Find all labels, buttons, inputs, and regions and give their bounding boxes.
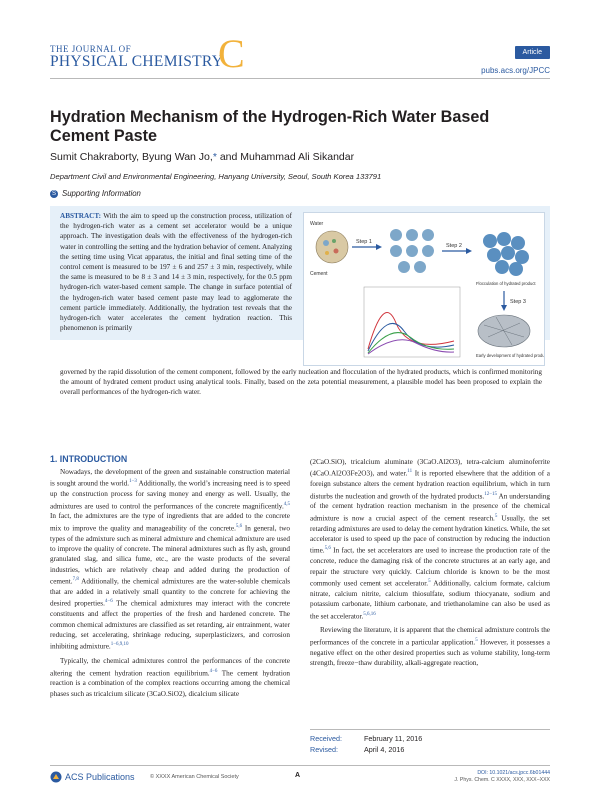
received-row (310, 734, 550, 743)
author-list (50, 151, 354, 163)
citation-link[interactable]: 1−6,9,10 (110, 642, 129, 648)
authors-text: Sumit Chakraborty, Byung Wan Jo, (50, 151, 213, 163)
toc-label-cement: Cement (310, 271, 328, 277)
intro-text: Additionally, the world’s increasing need is to speed up the construction process for saving money and energy as well. Usually, the admixtures are used to control the performances of the concrete magnificently. (50, 479, 290, 510)
dates-divider (310, 729, 550, 730)
dissolved-particles-graphic (390, 229, 434, 273)
received-label: Received: (310, 734, 342, 743)
acs-publications-logo (50, 771, 135, 783)
citation-link[interactable]: 4,5 (283, 501, 290, 507)
intro-paragraph-3 (310, 625, 550, 668)
citation-link[interactable]: 5 (494, 513, 498, 519)
toc-label-step1: Step 1 (356, 239, 372, 245)
authors-text-end: and Muhammad Ali Sikandar (216, 151, 355, 163)
abstract-text (60, 211, 292, 333)
intro-paragraph-2-continued (310, 457, 550, 621)
supporting-info-label: Supporting Information (62, 189, 141, 198)
supporting-info-link[interactable] (50, 189, 141, 198)
toc-label-flocculation: Flocculation of hydrated product (476, 281, 536, 286)
toc-label-early-development: Early development of hydrated product (476, 353, 544, 358)
intro-text: Usually, the set retarding admixtures are used to delay the cement hydration kinetics. While, the set accelerator is used to speed up the pace of construction by reducing the induction time. (310, 514, 550, 555)
revised-row (310, 745, 550, 754)
intro-text: An understanding of the cement hydration reaction mechanism in the presence of the chemical admixture is now a crucial aspect of the cement research. (310, 492, 550, 523)
toc-graphic (303, 212, 545, 366)
journal-name-line2: PHYSICAL CHEMISTRY (50, 53, 224, 70)
abstract-label: ABSTRACT: (60, 212, 102, 220)
received-date: February 11, 2016 (364, 734, 423, 743)
toc-label-water: Water (310, 221, 324, 227)
copyright: © XXXX American Chemical Society (150, 774, 239, 780)
arrow-head-step2-icon (466, 248, 472, 254)
article-title: Hydration Mechanism of the Hydrogen-Rich Water Based Cement Paste (50, 108, 490, 145)
abstract-part1: With the aim to speed up the construction process, utilization of the hydrogen-rich water as a cement set accelerator would be a unique approach. The investigation deals with the effectiveness of the hydrogen-rich water in controlling the setting and the hydration behavior of cement. Analyzing the setting time using Vicat apparatus, the initial and final setting time of the control cement is measured to be 197 ± 6 and 257 ± 3 min, respectively, while the same is measured to be 8 ± 3 and 14 ± 3 min, respectively, for the 0.5 ppm hydrogen-rich water-based cement sample. The change in surface potential of the hydrogen-rich water based cement paste may lead to agglomerate the cement particle immediately. Additionally, the hydration test reveals that the hydrogen-rich water accelerates the cement hydration reaction. This phenomenon is primarily (60, 212, 292, 333)
toc-label-step3: Step 3 (510, 299, 526, 305)
flocculated-particles-graphic (483, 232, 529, 276)
acs-logo-icon (50, 771, 62, 783)
intro-right-column (310, 457, 550, 668)
doi-link[interactable]: DOI: 10.1021/acs.jpcc.6b01444 (477, 770, 550, 776)
citation-link[interactable]: 4−6 (209, 668, 218, 674)
citation-link[interactable]: 5 (475, 637, 478, 643)
corresponding-author-link[interactable]: * (212, 151, 217, 163)
page-number: A (295, 772, 301, 779)
intro-paragraph-1 (50, 467, 290, 652)
article-type-badge: Article (515, 46, 550, 59)
intro-text: The cement hydration reaction is a combination of the complex reactions occurring among the chemical phases such as tricalcium silicate (3CaO.SiO2), dicalcium silicate (50, 669, 291, 698)
citation-link[interactable]: 5,6 (324, 546, 331, 552)
abstract-text-continued: governed by the rapid dissolution of the cement component, followed by the early nucleation and flocculation of the hydrated products, which is confirmed monitoring the amount of hydrated cement product using analytical tools. Finally, based on the zeta potential measurement, a plausible model has been proposed to explain the overall performances of the hydrogen-rich water. (60, 368, 542, 397)
journal-name-line1: THE JOURNAL OF (50, 44, 132, 54)
revised-label: Revised: (310, 745, 338, 754)
intro-text: Additionally, calcium formate, calcium nitrate, calcium nitrite, calcium thiosulfate, sodium thiocyanate, sodium and potassium carbonate, lithium carbonate, and triethanolamine can also be used as the set accelerator. (310, 579, 550, 621)
intro-text: However, it possesses a negative effect on the other desired properties such as volume stability, long-term strength, freeze−thaw durability, alkali-aggregate reaction, (310, 638, 550, 668)
intro-text: Nowadays, the development of the green and sustainable construction material is sought around the world. (50, 468, 290, 488)
intro-left-column (50, 467, 290, 699)
intro-text: Additionally, the chemical admixtures are the water-soluble chemicals that are added in a relatively small quantity to the concrete for achieving the desired properties. (50, 577, 290, 608)
citation-link[interactable]: 5,6,16 (363, 611, 376, 617)
journal-section-letter: C (218, 31, 245, 76)
footer-divider (50, 765, 550, 766)
affiliation: Department Civil and Environmental Engineering, Hanyang University, Seoul, South Korea 133791 (50, 172, 382, 181)
hydration-curve-plot (364, 287, 460, 357)
section-heading-introduction: 1. INTRODUCTION (50, 454, 128, 464)
revised-date: April 4, 2016 (364, 745, 405, 754)
toc-label-step2: Step 2 (446, 243, 462, 249)
doi-block (454, 770, 550, 784)
intro-text: In fact, the admixtures are the type of ingredients that are added to the concrete mix to improve the quality and manageability of the concrete. (50, 512, 290, 533)
intro-text: Reviewing the literature, it is apparent that the chemical admixture controls the performances of the concrete in a particular application. (310, 626, 550, 647)
intro-text: Typically, the chemical admixtures control the performances of the concrete altering the cement hydration reaction equilibrium. (50, 657, 290, 678)
arrow-head-step1-icon (376, 244, 382, 250)
hydrated-product-graphic (478, 315, 530, 347)
publication-dates (310, 734, 550, 756)
citation-link[interactable]: 12−15 (484, 491, 498, 497)
intro-text: In fact, the set accelerators are used to increase the production rate of the concrete, reduce the damaging risk of the concrete structures at an early age, and repair the structure very quickly. Calcium chloride is known to be the most commonly used cement set accelerator. (310, 546, 550, 588)
supporting-info-icon: S (51, 190, 56, 197)
intro-text: In general, two types of the admixture such as mineral admixture and chemical admixture are used to improve the quality of concrete. The mineral admixtures such as fly ash, ground granulated slag, and silica fume, etc., are the waste products of the several industries, which are relatively cheap and added during the production of cement. (50, 524, 290, 586)
intro-paragraph-2 (50, 656, 290, 699)
arrow-head-step3-icon (501, 305, 507, 311)
header-divider (50, 78, 550, 79)
citation-link[interactable]: 5,6 (235, 523, 243, 529)
citation-link[interactable]: 7,8 (72, 577, 79, 583)
journal-url-link[interactable]: pubs.acs.org/JPCC (481, 66, 550, 75)
citation-link[interactable]: 4−6 (104, 599, 113, 605)
citation-link[interactable]: 5 (428, 579, 431, 585)
publisher-name: ACS Publications (65, 772, 135, 782)
intro-text: It is reported elsewhere that the addition of a foreign substance alters the cement hydration reaction equilibrium, which in turn disturbs the nucleation and growth of the hydrated products. (310, 469, 550, 500)
toc-illustration (304, 213, 544, 365)
cement-particle-graphic (316, 231, 348, 263)
citation-link[interactable]: 1−3 (129, 479, 137, 485)
citation-link[interactable]: 11 (407, 469, 413, 475)
intro-text: (2CaO.SiO), tricalcium aluminate (3CaO.Al2O3), tetra-calcium aluminoferrite (4CaO.Al2O3Fe2O3), and water. (310, 458, 550, 478)
citation-line: J. Phys. Chem. C XXXX, XXX, XXX−XXX (454, 777, 550, 783)
intro-text: The chemical admixtures may interact with the concrete constituents and affect the properties of the fresh and hardened concrete. The common chemical admixtures are classified as set retarding, air entrainment, water reducing, set accelerating, shrinkage reducing, superplasticizers, and corrosion inhibiting admixture. (50, 599, 290, 651)
